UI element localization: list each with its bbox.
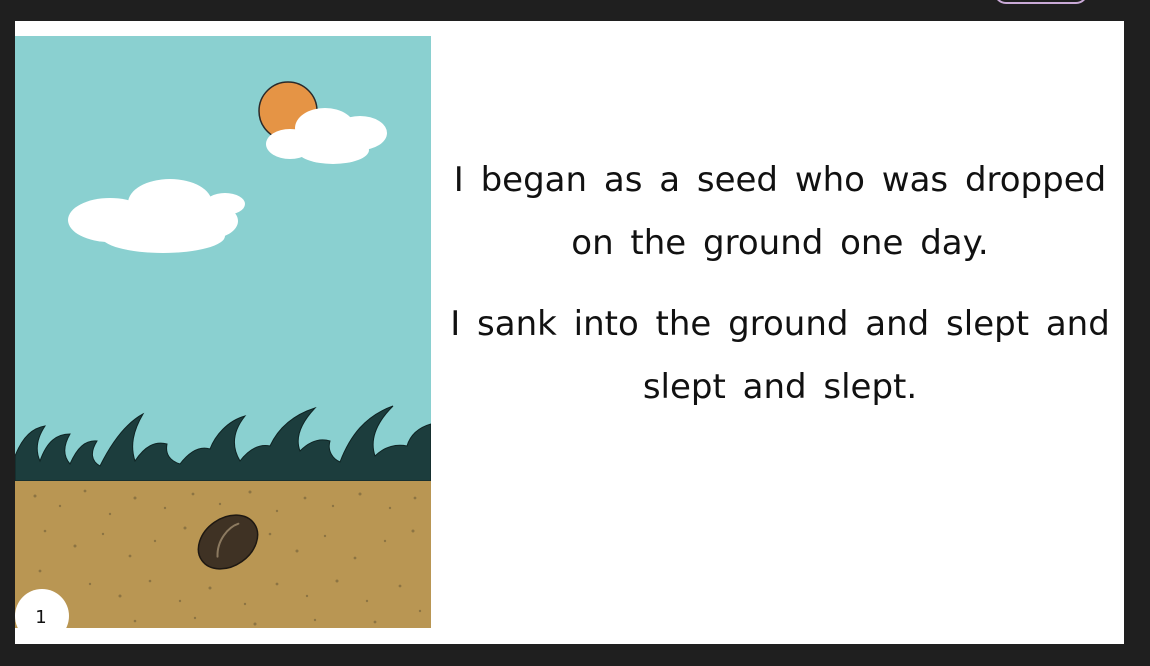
story-paragraph-1: I began as a seed who was dropped on the ground one day. — [453, 160, 1107, 263]
story-slide — [15, 21, 1124, 644]
story-illustration — [15, 36, 431, 628]
page-number: 1 — [35, 607, 47, 628]
story-paragraph-2: I sank into the ground and slept and slept and slept. — [450, 304, 1110, 407]
story-text — [445, 149, 1115, 437]
page-number-badge — [15, 589, 69, 643]
menu-pill-button[interactable] — [994, 0, 1088, 4]
